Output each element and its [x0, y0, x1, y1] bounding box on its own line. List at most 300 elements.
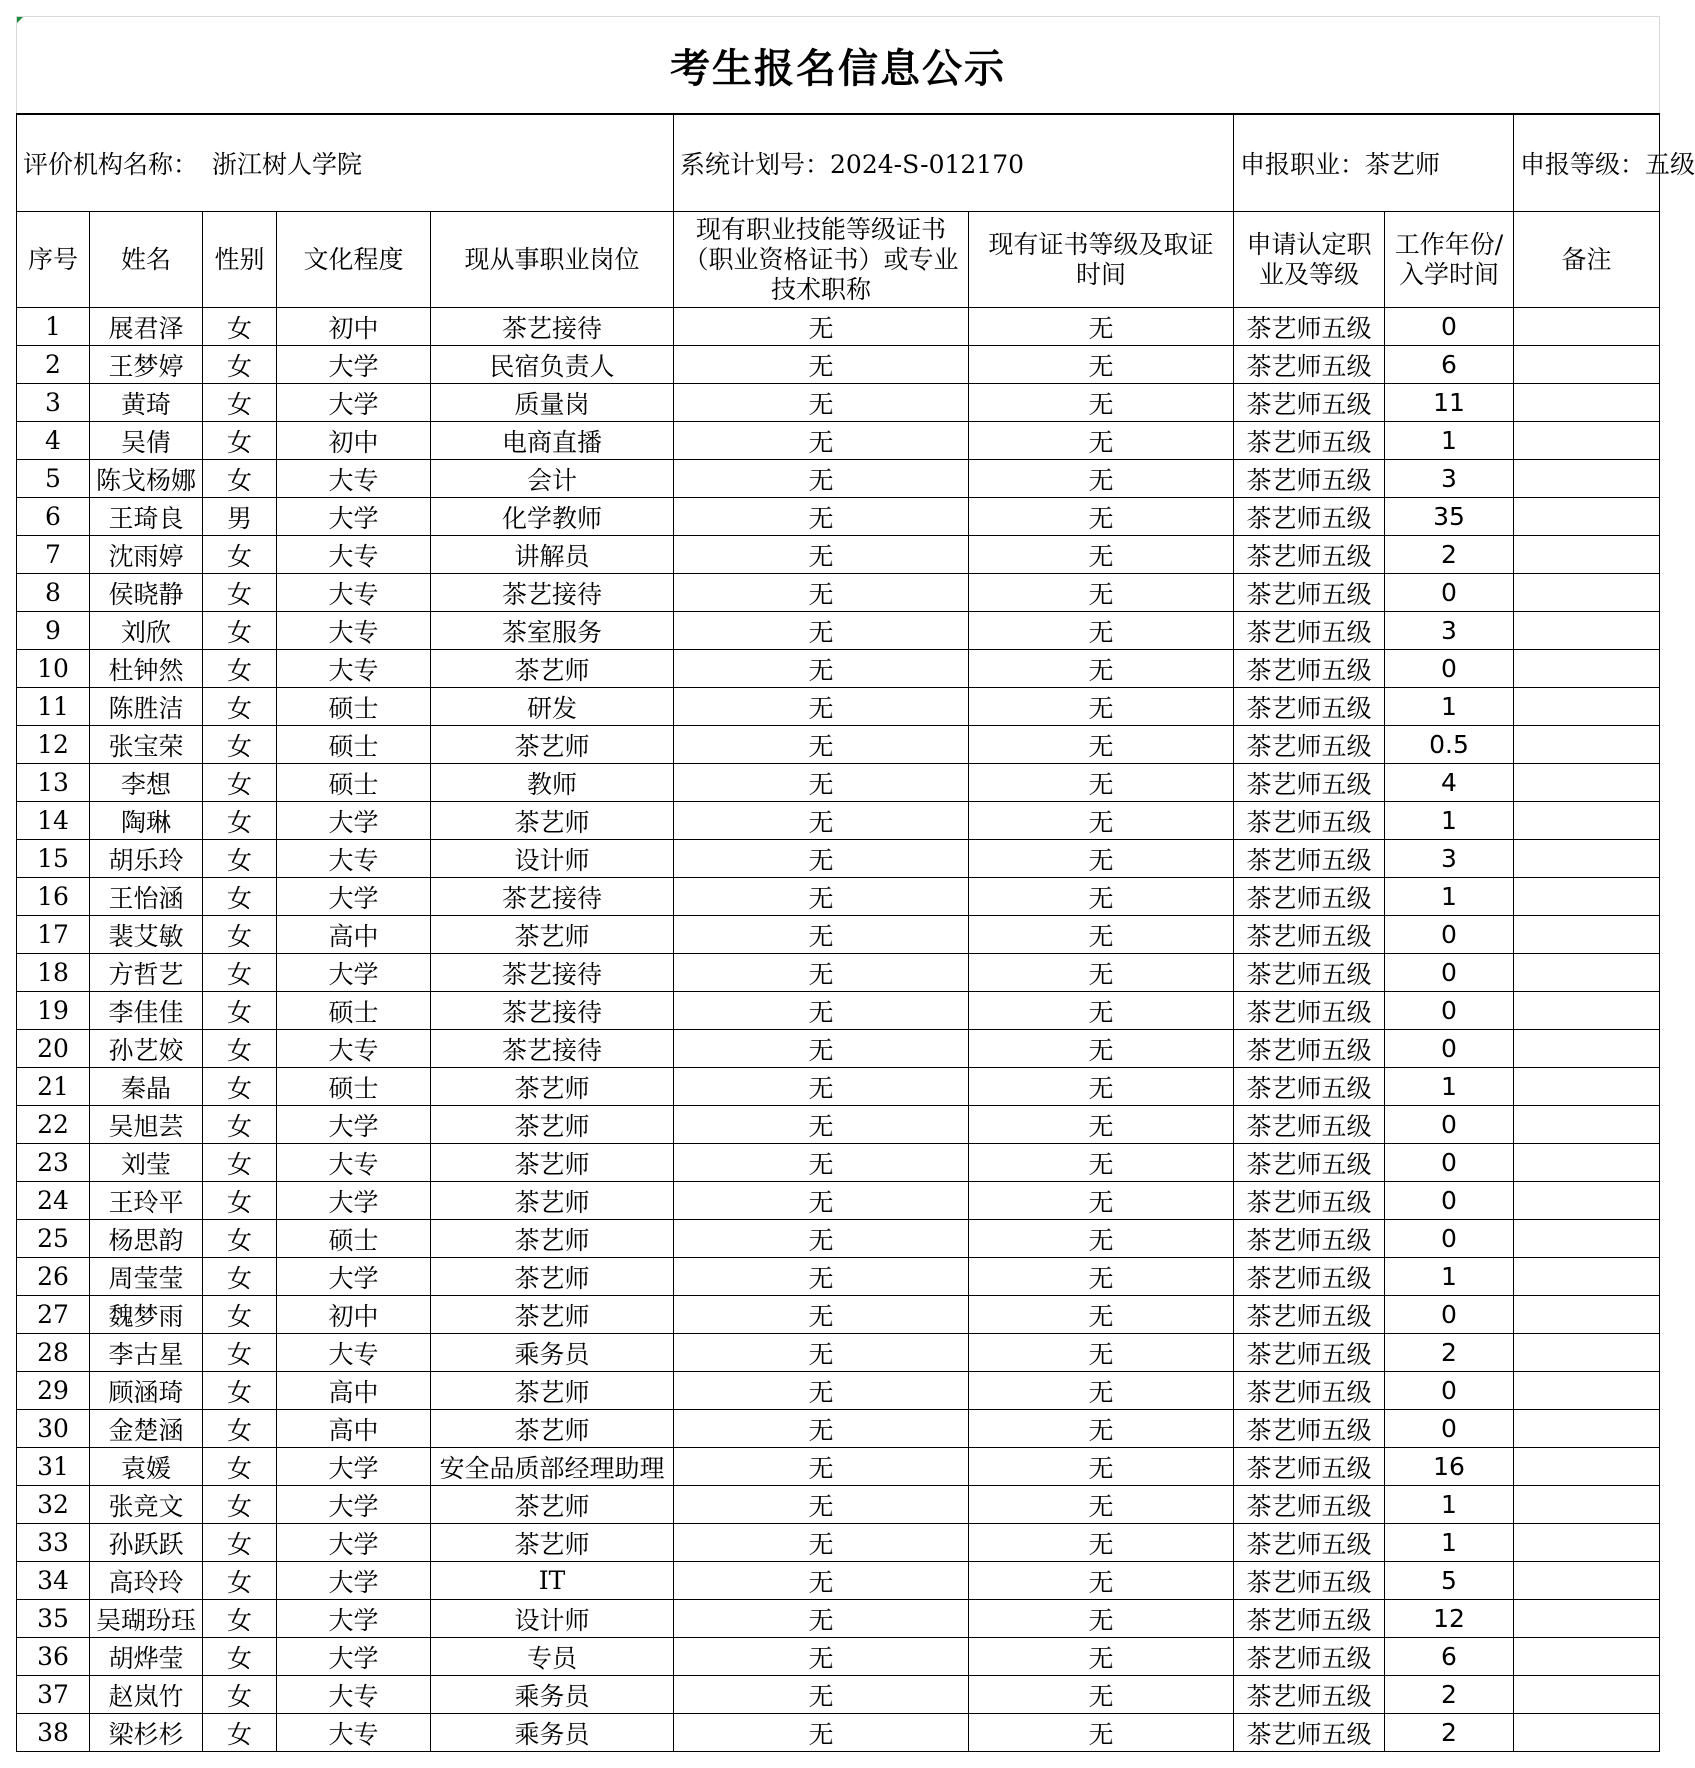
cell-remarks — [1514, 802, 1660, 840]
cell-cert-level-time: 无 — [969, 346, 1234, 384]
cell-name: 孙艺姣 — [90, 1030, 203, 1068]
cell-apply-level: 茶艺师五级 — [1234, 498, 1385, 536]
cell-apply-level: 茶艺师五级 — [1234, 1600, 1385, 1638]
cell-no: 11 — [17, 688, 90, 726]
cell-certificate: 无 — [674, 1220, 969, 1258]
cell-gender: 女 — [203, 992, 277, 1030]
cell-name: 刘莹 — [90, 1144, 203, 1182]
cell-cert-level-time: 无 — [969, 460, 1234, 498]
cell-gender: 女 — [203, 726, 277, 764]
col-header-certificate: 现有职业技能等级证书（职业资格证书）或专业技术职称 — [674, 212, 969, 308]
cell-certificate: 无 — [674, 1638, 969, 1676]
cell-current-job: 茶室服务 — [431, 612, 674, 650]
cell-work-years: 12 — [1385, 1600, 1514, 1638]
cell-current-job: 茶艺师 — [431, 1258, 674, 1296]
table-row — [17, 954, 1660, 992]
cell-apply-level: 茶艺师五级 — [1234, 422, 1385, 460]
cell-current-job: 乘务员 — [431, 1676, 674, 1714]
cell-name: 陶琳 — [90, 802, 203, 840]
table-row — [17, 1220, 1660, 1258]
cell-no: 6 — [17, 498, 90, 536]
table-row — [17, 1410, 1660, 1448]
cell-work-years: 16 — [1385, 1448, 1514, 1486]
cell-gender: 女 — [203, 1638, 277, 1676]
cell-cert-level-time: 无 — [969, 1220, 1234, 1258]
cell-current-job: 专员 — [431, 1638, 674, 1676]
cell-education: 硕士 — [277, 992, 431, 1030]
cell-gender: 女 — [203, 840, 277, 878]
cell-education: 大专 — [277, 612, 431, 650]
cell-education: 大学 — [277, 498, 431, 536]
cell-certificate: 无 — [674, 1714, 969, 1752]
cell-apply-level: 茶艺师五级 — [1234, 1182, 1385, 1220]
cell-cert-level-time: 无 — [969, 574, 1234, 612]
cell-remarks — [1514, 1182, 1660, 1220]
cell-name: 杜钟然 — [90, 650, 203, 688]
cell-no: 32 — [17, 1486, 90, 1524]
cell-cert-level-time: 无 — [969, 878, 1234, 916]
col-header-no: 序号 — [17, 212, 90, 308]
cell-remarks — [1514, 536, 1660, 574]
cell-certificate: 无 — [674, 422, 969, 460]
cell-cert-level-time: 无 — [969, 1296, 1234, 1334]
cell-apply-level: 茶艺师五级 — [1234, 992, 1385, 1030]
cell-apply-level: 茶艺师五级 — [1234, 840, 1385, 878]
cell-work-years: 5 — [1385, 1562, 1514, 1600]
cell-remarks — [1514, 1106, 1660, 1144]
table-row — [17, 726, 1660, 764]
cell-apply-level: 茶艺师五级 — [1234, 1524, 1385, 1562]
cell-gender: 女 — [203, 688, 277, 726]
cell-gender: 女 — [203, 1220, 277, 1258]
cell-education: 大学 — [277, 1600, 431, 1638]
cell-certificate: 无 — [674, 1524, 969, 1562]
cell-current-job: 电商直播 — [431, 422, 674, 460]
cell-apply-level: 茶艺师五级 — [1234, 1448, 1385, 1486]
cell-apply-level: 茶艺师五级 — [1234, 1562, 1385, 1600]
cell-no: 34 — [17, 1562, 90, 1600]
cell-certificate: 无 — [674, 460, 969, 498]
cell-current-job: 茶艺接待 — [431, 574, 674, 612]
cell-cert-level-time: 无 — [969, 1638, 1234, 1676]
cell-work-years: 2 — [1385, 1714, 1514, 1752]
cell-education: 大学 — [277, 1182, 431, 1220]
cell-name: 王梦婷 — [90, 346, 203, 384]
cell-remarks — [1514, 1030, 1660, 1068]
table-row — [17, 1030, 1660, 1068]
cell-cert-level-time: 无 — [969, 1562, 1234, 1600]
cell-gender: 女 — [203, 1562, 277, 1600]
cell-work-years: 1 — [1385, 1258, 1514, 1296]
cell-certificate: 无 — [674, 1030, 969, 1068]
cell-apply-level: 茶艺师五级 — [1234, 1106, 1385, 1144]
cell-gender: 女 — [203, 1372, 277, 1410]
table-row — [17, 1296, 1660, 1334]
cell-no: 29 — [17, 1372, 90, 1410]
cell-remarks — [1514, 650, 1660, 688]
cell-name: 展君泽 — [90, 308, 203, 346]
cell-education: 初中 — [277, 308, 431, 346]
cell-name: 梁杉杉 — [90, 1714, 203, 1752]
table-row — [17, 1068, 1660, 1106]
cell-name: 吴倩 — [90, 422, 203, 460]
cell-name: 吴旭芸 — [90, 1106, 203, 1144]
cell-cert-level-time: 无 — [969, 764, 1234, 802]
cell-cert-level-time: 无 — [969, 1600, 1234, 1638]
cell-education: 高中 — [277, 1372, 431, 1410]
cell-name: 李古星 — [90, 1334, 203, 1372]
cell-name: 胡烨莹 — [90, 1638, 203, 1676]
cell-certificate: 无 — [674, 1296, 969, 1334]
cell-cert-level-time: 无 — [969, 384, 1234, 422]
cell-apply-level: 茶艺师五级 — [1234, 916, 1385, 954]
cell-remarks — [1514, 764, 1660, 802]
cell-no: 7 — [17, 536, 90, 574]
cell-remarks — [1514, 422, 1660, 460]
cell-name: 陈戈杨娜 — [90, 460, 203, 498]
table-row — [17, 308, 1660, 346]
cell-education: 大专 — [277, 1714, 431, 1752]
spreadsheet — [16, 16, 1695, 1752]
cell-remarks — [1514, 1144, 1660, 1182]
cell-cert-level-time: 无 — [969, 1448, 1234, 1486]
cell-remarks — [1514, 1296, 1660, 1334]
cell-cert-level-time: 无 — [969, 840, 1234, 878]
cell-apply-level: 茶艺师五级 — [1234, 650, 1385, 688]
cell-no: 10 — [17, 650, 90, 688]
cell-name: 王琦良 — [90, 498, 203, 536]
cell-certificate: 无 — [674, 536, 969, 574]
cell-apply-level: 茶艺师五级 — [1234, 384, 1385, 422]
cell-apply-level: 茶艺师五级 — [1234, 1714, 1385, 1752]
cell-apply-level: 茶艺师五级 — [1234, 460, 1385, 498]
cell-name: 陈胜洁 — [90, 688, 203, 726]
cell-certificate: 无 — [674, 992, 969, 1030]
cell-work-years: 0 — [1385, 954, 1514, 992]
cell-cert-level-time: 无 — [969, 1524, 1234, 1562]
cell-education: 大专 — [277, 840, 431, 878]
cell-cert-level-time: 无 — [969, 612, 1234, 650]
cell-current-job: 茶艺师 — [431, 1524, 674, 1562]
registration-table — [16, 16, 1695, 1752]
cell-education: 硕士 — [277, 726, 431, 764]
cell-name: 孙跃跃 — [90, 1524, 203, 1562]
table-row — [17, 346, 1660, 384]
cell-work-years: 3 — [1385, 840, 1514, 878]
cell-certificate: 无 — [674, 1334, 969, 1372]
cell-cert-level-time: 无 — [969, 1334, 1234, 1372]
cell-gender: 女 — [203, 764, 277, 802]
cell-education: 初中 — [277, 422, 431, 460]
cell-remarks — [1514, 992, 1660, 1030]
cell-work-years: 0 — [1385, 1030, 1514, 1068]
cell-work-years: 0 — [1385, 308, 1514, 346]
cell-remarks — [1514, 1562, 1660, 1600]
cell-remarks — [1514, 1676, 1660, 1714]
cell-work-years: 0 — [1385, 1296, 1514, 1334]
cell-apply-level: 茶艺师五级 — [1234, 1030, 1385, 1068]
cell-gender: 女 — [203, 916, 277, 954]
table-row — [17, 764, 1660, 802]
cell-work-years: 0 — [1385, 650, 1514, 688]
cell-cert-level-time: 无 — [969, 802, 1234, 840]
cell-name: 刘欣 — [90, 612, 203, 650]
cell-education: 硕士 — [277, 1220, 431, 1258]
cell-remarks — [1514, 954, 1660, 992]
cell-cert-level-time: 无 — [969, 1030, 1234, 1068]
cell-name: 侯晓静 — [90, 574, 203, 612]
cell-name: 魏梦雨 — [90, 1296, 203, 1334]
table-row — [17, 1676, 1660, 1714]
cell-gender: 女 — [203, 612, 277, 650]
table-row — [17, 1600, 1660, 1638]
cell-work-years: 6 — [1385, 346, 1514, 384]
cell-gender: 女 — [203, 384, 277, 422]
org-label: 评价机构名称： — [23, 150, 199, 179]
cell-apply-level: 茶艺师五级 — [1234, 1638, 1385, 1676]
cell-apply-level: 茶艺师五级 — [1234, 954, 1385, 992]
cell-apply-level: 茶艺师五级 — [1234, 1220, 1385, 1258]
cell-cert-level-time: 无 — [969, 308, 1234, 346]
level-value: 五级 — [1645, 150, 1695, 179]
cell-cert-level-time: 无 — [969, 1676, 1234, 1714]
cell-certificate: 无 — [674, 1144, 969, 1182]
cell-remarks — [1514, 1258, 1660, 1296]
cell-work-years: 1 — [1385, 1068, 1514, 1106]
cell-certificate: 无 — [674, 954, 969, 992]
col-header-name: 姓名 — [90, 212, 203, 308]
cell-education: 初中 — [277, 1296, 431, 1334]
cell-education: 大学 — [277, 384, 431, 422]
table-row — [17, 460, 1660, 498]
table-row — [17, 1562, 1660, 1600]
cell-current-job: 茶艺接待 — [431, 308, 674, 346]
cell-work-years: 0 — [1385, 1182, 1514, 1220]
cell-current-job: 安全品质部经理助理 — [431, 1448, 674, 1486]
cell-no: 25 — [17, 1220, 90, 1258]
cell-certificate: 无 — [674, 1372, 969, 1410]
cell-work-years: 0 — [1385, 1144, 1514, 1182]
cell-work-years: 0 — [1385, 1106, 1514, 1144]
cell-name: 高玲玲 — [90, 1562, 203, 1600]
cell-gender: 女 — [203, 1524, 277, 1562]
cell-current-job: 茶艺师 — [431, 1182, 674, 1220]
cell-certificate: 无 — [674, 1600, 969, 1638]
cell-apply-level: 茶艺师五级 — [1234, 1258, 1385, 1296]
header-row — [17, 212, 1660, 308]
cell-gender: 女 — [203, 308, 277, 346]
table-row — [17, 1372, 1660, 1410]
cell-remarks — [1514, 1410, 1660, 1448]
cell-name: 李佳佳 — [90, 992, 203, 1030]
cell-gender: 女 — [203, 1714, 277, 1752]
cell-no: 18 — [17, 954, 90, 992]
cell-no: 3 — [17, 384, 90, 422]
cell-certificate: 无 — [674, 650, 969, 688]
col-header-cert-level-time: 现有证书等级及取证时间 — [969, 212, 1234, 308]
cell-certificate: 无 — [674, 346, 969, 384]
cell-no: 27 — [17, 1296, 90, 1334]
cell-no: 35 — [17, 1600, 90, 1638]
plan-value: 2024-S-012170 — [830, 150, 1025, 179]
cell-current-job: 会计 — [431, 460, 674, 498]
cell-current-job: 茶艺师 — [431, 916, 674, 954]
cell-no: 15 — [17, 840, 90, 878]
cell-education: 大学 — [277, 1638, 431, 1676]
cell-certificate: 无 — [674, 612, 969, 650]
table-row — [17, 1106, 1660, 1144]
cell-current-job: 茶艺师 — [431, 726, 674, 764]
cell-current-job: 茶艺师 — [431, 1144, 674, 1182]
cell-education: 大学 — [277, 1562, 431, 1600]
col-header-remarks: 备注 — [1514, 212, 1660, 308]
cell-current-job: 茶艺师 — [431, 1486, 674, 1524]
cell-name: 李想 — [90, 764, 203, 802]
cell-certificate: 无 — [674, 764, 969, 802]
cell-no: 23 — [17, 1144, 90, 1182]
cell-no: 36 — [17, 1638, 90, 1676]
cell-no: 28 — [17, 1334, 90, 1372]
cell-current-job: 茶艺师 — [431, 1372, 674, 1410]
cell-current-job: 茶艺师 — [431, 1296, 674, 1334]
cell-education: 硕士 — [277, 1068, 431, 1106]
cell-certificate: 无 — [674, 840, 969, 878]
cell-education: 硕士 — [277, 688, 431, 726]
cell-certificate: 无 — [674, 1486, 969, 1524]
cell-certificate: 无 — [674, 1410, 969, 1448]
level-info — [1514, 114, 1695, 212]
cell-remarks — [1514, 384, 1660, 422]
table-row — [17, 1486, 1660, 1524]
table-row — [17, 574, 1660, 612]
cell-name: 周莹莹 — [90, 1258, 203, 1296]
cell-no: 1 — [17, 308, 90, 346]
cell-cert-level-time: 无 — [969, 1106, 1234, 1144]
cell-certificate: 无 — [674, 384, 969, 422]
cell-no: 9 — [17, 612, 90, 650]
table-row — [17, 498, 1660, 536]
cell-current-job: 茶艺接待 — [431, 878, 674, 916]
cell-work-years: 6 — [1385, 1638, 1514, 1676]
table-row — [17, 878, 1660, 916]
table-row — [17, 1334, 1660, 1372]
cell-education: 大学 — [277, 878, 431, 916]
cell-name: 胡乐玲 — [90, 840, 203, 878]
cell-certificate: 无 — [674, 1068, 969, 1106]
cell-current-job: 民宿负责人 — [431, 346, 674, 384]
cell-cert-level-time: 无 — [969, 1372, 1234, 1410]
cell-education: 大学 — [277, 1106, 431, 1144]
cell-current-job: 设计师 — [431, 840, 674, 878]
table-row — [17, 1258, 1660, 1296]
level-label: 申报等级： — [1520, 150, 1646, 179]
cell-education: 大专 — [277, 1334, 431, 1372]
cell-apply-level: 茶艺师五级 — [1234, 612, 1385, 650]
cell-name: 顾涵琦 — [90, 1372, 203, 1410]
cell-apply-level: 茶艺师五级 — [1234, 536, 1385, 574]
plan-info — [674, 114, 1234, 212]
cell-gender: 女 — [203, 1258, 277, 1296]
cell-gender: 女 — [203, 460, 277, 498]
cell-name: 袁媛 — [90, 1448, 203, 1486]
cell-apply-level: 茶艺师五级 — [1234, 1334, 1385, 1372]
page-title: 考生报名信息公示 — [17, 17, 1660, 115]
cell-remarks — [1514, 840, 1660, 878]
cell-no: 8 — [17, 574, 90, 612]
cell-apply-level: 茶艺师五级 — [1234, 1144, 1385, 1182]
col-header-current-job: 现从事职业岗位 — [431, 212, 674, 308]
occupation-label: 申报职业： — [1240, 150, 1366, 179]
cell-gender: 女 — [203, 1106, 277, 1144]
cell-apply-level: 茶艺师五级 — [1234, 1486, 1385, 1524]
cell-education: 高中 — [277, 1410, 431, 1448]
cell-remarks — [1514, 726, 1660, 764]
cell-cert-level-time: 无 — [969, 1410, 1234, 1448]
cell-certificate: 无 — [674, 1106, 969, 1144]
cell-name: 王怡涵 — [90, 878, 203, 916]
cell-current-job: 茶艺师 — [431, 650, 674, 688]
cell-remarks — [1514, 878, 1660, 916]
cell-apply-level: 茶艺师五级 — [1234, 1372, 1385, 1410]
cell-current-job: 设计师 — [431, 1600, 674, 1638]
cell-apply-level: 茶艺师五级 — [1234, 764, 1385, 802]
col-header-education: 文化程度 — [277, 212, 431, 308]
cell-name: 赵岚竹 — [90, 1676, 203, 1714]
cell-name: 金楚涵 — [90, 1410, 203, 1448]
cell-no: 33 — [17, 1524, 90, 1562]
cell-education: 大专 — [277, 1676, 431, 1714]
cell-cert-level-time: 无 — [969, 536, 1234, 574]
cell-current-job: 茶艺接待 — [431, 954, 674, 992]
plan-label: 系统计划号： — [680, 150, 831, 179]
cell-remarks — [1514, 1372, 1660, 1410]
table-row — [17, 840, 1660, 878]
cell-certificate: 无 — [674, 308, 969, 346]
cell-apply-level: 茶艺师五级 — [1234, 688, 1385, 726]
cell-apply-level: 茶艺师五级 — [1234, 1410, 1385, 1448]
cell-work-years: 0 — [1385, 1410, 1514, 1448]
cell-current-job: 茶艺接待 — [431, 1030, 674, 1068]
cell-no: 22 — [17, 1106, 90, 1144]
cell-cert-level-time: 无 — [969, 1258, 1234, 1296]
cell-remarks — [1514, 612, 1660, 650]
cell-gender: 男 — [203, 498, 277, 536]
cell-cert-level-time: 无 — [969, 688, 1234, 726]
col-header-work-years: 工作年份/入学时间 — [1385, 212, 1514, 308]
cell-no: 5 — [17, 460, 90, 498]
table-row — [17, 688, 1660, 726]
cell-name: 方哲艺 — [90, 954, 203, 992]
cell-remarks — [1514, 1334, 1660, 1372]
cell-remarks — [1514, 574, 1660, 612]
cell-gender: 女 — [203, 574, 277, 612]
col-header-gender: 性别 — [203, 212, 277, 308]
cell-name: 秦晶 — [90, 1068, 203, 1106]
cell-work-years: 0 — [1385, 1220, 1514, 1258]
cell-current-job: 茶艺接待 — [431, 992, 674, 1030]
occupation-info — [1234, 114, 1514, 212]
cell-work-years: 1 — [1385, 688, 1514, 726]
cell-cert-level-time: 无 — [969, 498, 1234, 536]
cell-no: 16 — [17, 878, 90, 916]
cell-work-years: 0 — [1385, 916, 1514, 954]
cell-current-job: 茶艺师 — [431, 1410, 674, 1448]
cell-education: 大专 — [277, 650, 431, 688]
cell-gender: 女 — [203, 1030, 277, 1068]
cell-gender: 女 — [203, 954, 277, 992]
cell-remarks — [1514, 1220, 1660, 1258]
cell-education: 大学 — [277, 346, 431, 384]
